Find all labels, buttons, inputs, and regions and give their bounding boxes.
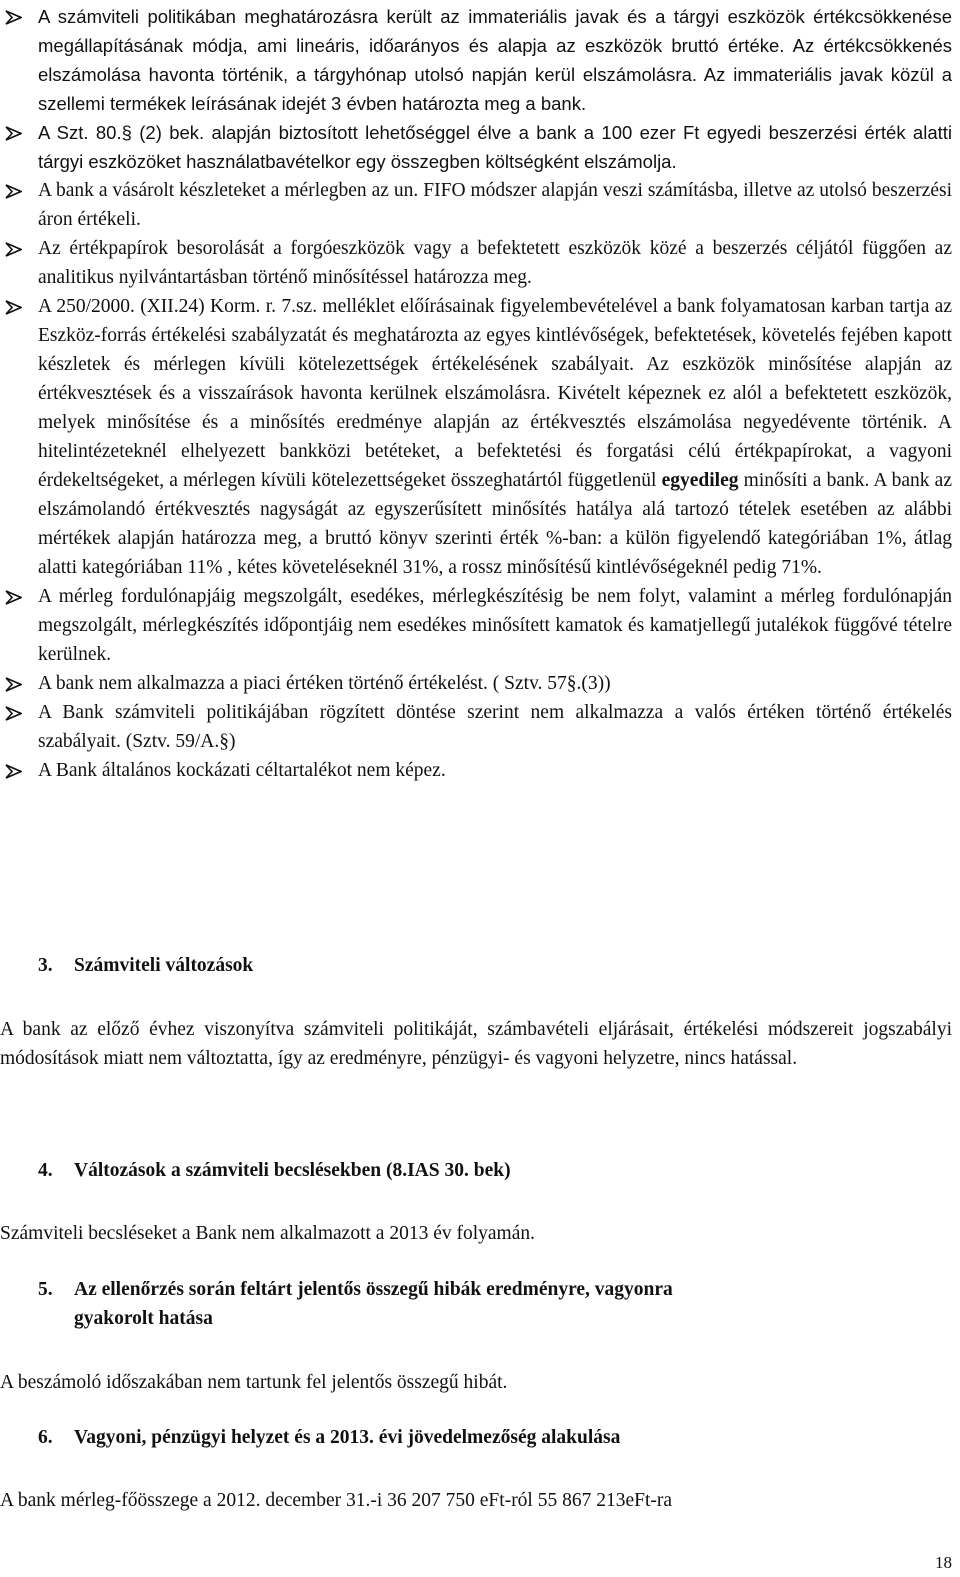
arrow-bullet-icon xyxy=(5,756,25,785)
bullet-text: A bank a vásárolt készleteket a mérlegben az un. FIFO módszer alapján veszi számításba, illetve az utolsó beszerzési áron értékeli. xyxy=(38,180,952,230)
arrow-bullet-icon xyxy=(5,292,25,321)
section-number: 6. xyxy=(38,1427,53,1448)
bullet-item xyxy=(0,118,952,176)
arrow-bullet-icon xyxy=(5,176,25,205)
bullet-item xyxy=(0,176,952,234)
bullet-text-before: A 250/2000. (XII.24) Korm. r. 7.sz. melléklet előírásainak figyelembevételével a bank folyamatosan karban tartja az Eszköz-forrás értékelési szabályzatát és meghatározta az egyes kintlévőségek, befektetések, követelés fejében kapott készletek és mérlegen kívüli kötelezettségek értékelésének szabályait. Az eszközök minősítése alapján az értékvesztések és a visszaírások havonta kerülnek elszámolásra. Kivételt képeznek ez alól a befektetett eszközök, melyek minősítése és a minősítés eredménye alapján az értékvesztés elszámolása negyedévente történik. A hitelintézeteknél elhelyezett bankközi betéteket, a befektetési és forgatási célú értékpapírokat, a vagyoni érdekeltségeket, a mérlegen kívüli kötelezettségeket összeghatártól függetlenül xyxy=(38,296,952,491)
section-number: 3. xyxy=(38,955,53,976)
section-title-line2: gyakorolt hatása xyxy=(74,1308,213,1329)
bullet-text-after: minősíti a bank. A bank az elszámolandó értékvesztés nagyságát az egyszerűsített minősítés hatálya alá tartozó tételek esetében az alábbi mértékek alapján határozza meg, a bruttó könyv szerinti érték %-ban: a külön figyelendő kategóriában 1%, átlag alatti kategóriában 11% , kétes követeléseknél 31%, a rossz minősítésű kintlévőségeknél pedig 71%. xyxy=(38,470,952,578)
bullet-bold-word: egyedileg xyxy=(661,470,739,491)
arrow-bullet-icon xyxy=(5,582,25,611)
section-title-line1: Az ellenőrzés során feltárt jelentős összegű hibák eredményre, vagyonra xyxy=(74,1279,673,1300)
section-body: A bank mérleg-főösszege a 2012. december 31.-i 36 207 750 eFt-ról 55 867 213eFt-ra xyxy=(0,1490,673,1511)
bullet-text: A számviteli politikában meghatározásra került az immateriális javak és a tárgyi eszközök értékcsökkenése megállapításának módja, ami lineáris, időarányos és alapja az eszközök bruttó értéke. Az értékcsökkenés elszámolása havonta történik, a tárgyhónap utolsó napján kerül elszámolásra. Az immateriális javak közül a szellemi termékek leírásának idejét 3 évben határozta meg a bank. xyxy=(38,6,952,114)
section-heading xyxy=(38,951,253,980)
bullet-text: A Szt. 80.§ (2) bek. alapján biztosított lehetőséggel élve a bank a 100 ezer Ft egyedi beszerzési érték alatti tárgyi eszközöket használatbavételkor egy összegben költségként elszámolja. xyxy=(38,122,952,172)
section-heading xyxy=(38,1423,620,1452)
bullet-item xyxy=(0,756,952,785)
bullet-text: A bank nem alkalmazza a piaci értéken történő értékelést. ( Sztv. 57§.(3)) xyxy=(38,673,611,694)
section-heading xyxy=(38,1275,898,1333)
section-body: Számviteli becsléseket a Bank nem alkalmazott a 2013 év folyamán. xyxy=(0,1223,535,1244)
bullet-item xyxy=(0,669,952,698)
section-title: Vagyoni, pénzügyi helyzet és a 2013. évi jövedelmezőség alakulása xyxy=(74,1427,621,1448)
bullet-item xyxy=(0,234,952,292)
section-body: A beszámoló időszakában nem tartunk fel jelentős összegű hibát. xyxy=(0,1372,508,1393)
arrow-bullet-icon xyxy=(5,234,25,263)
section-title: Számviteli változások xyxy=(74,955,254,976)
section-body: A bank az előző évhez viszonyítva számviteli politikáját, számbavételi eljárásait, értékelési módszereit jogszabályi módosítások miatt nem változtatta, így az eredményre, pénzügyi- és vagyoni helyzetre, nincs hatással. xyxy=(0,1019,952,1069)
bullet-text: Az értékpapírok besorolását a forgóeszközök vagy a befektetett eszközök közé a beszerzés céljától függően az analitikus nyilvántartásban történő minősítéssel határozza meg. xyxy=(38,238,952,288)
bullet-text: A Bank számviteli politikájában rögzített döntése szerint nem alkalmazza a valós értéken történő értékelés szabályait. (Sztv. 59/A.§) xyxy=(38,702,952,752)
bullet-text: A Bank általános kockázati céltartalékot nem képez. xyxy=(38,760,446,781)
bullet-text: A mérleg fordulónapjáig megszolgált, esedékes, mérlegkészítésig be nem folyt, valamint a mérleg fordulónapján megszolgált, mérlegkészítés időpontjáig nem esedékes minősített kamatok és kamatjellegű jutalékok függővé tételre kerülnek. xyxy=(38,586,952,665)
bullet-item xyxy=(0,292,952,582)
arrow-bullet-icon xyxy=(5,698,25,727)
section-title: Változások a számviteli becslésekben (8.IAS 30. bek) xyxy=(74,1160,511,1181)
bullet-item xyxy=(0,582,952,669)
arrow-bullet-icon xyxy=(5,2,25,31)
bullet-item xyxy=(0,2,952,118)
arrow-bullet-icon xyxy=(5,118,25,147)
section-heading xyxy=(38,1156,511,1185)
section-number: 5. xyxy=(38,1279,53,1300)
policy-bullet-list xyxy=(0,2,952,785)
section-number: 4. xyxy=(38,1160,53,1181)
page-number: 18 xyxy=(935,1553,952,1572)
arrow-bullet-icon xyxy=(5,669,25,698)
bullet-item xyxy=(0,698,952,756)
